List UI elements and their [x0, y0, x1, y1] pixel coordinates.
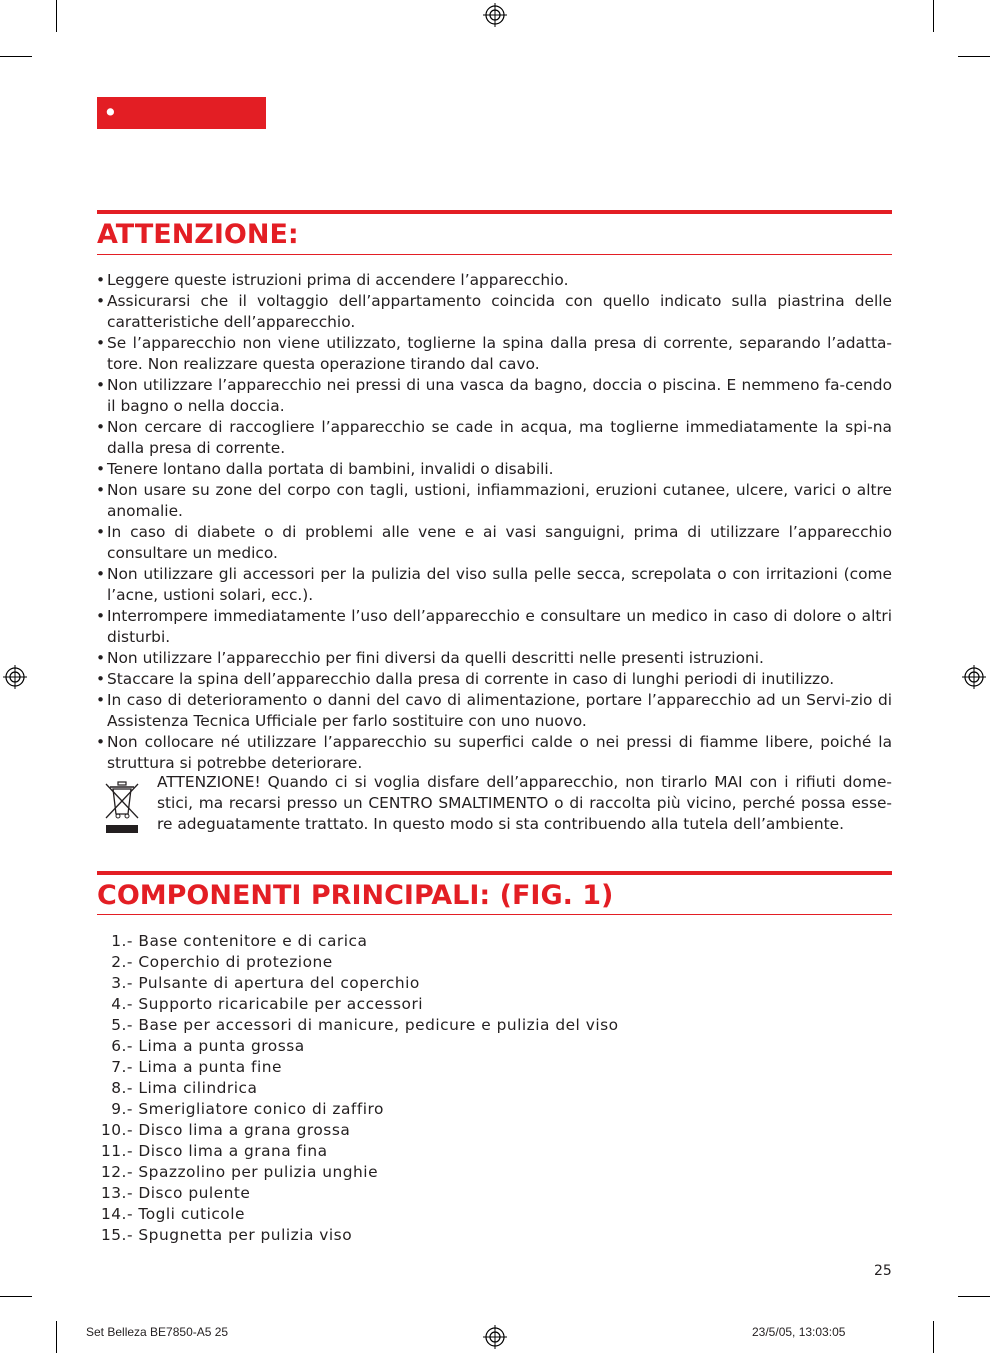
component-label: Togli cuticole — [138, 1205, 245, 1223]
warning-item: • Interrompere immediatamente l’uso dell’apparecchio e consultare un medico in caso di dolore o altri disturbi. — [96, 606, 892, 648]
component-item — [97, 952, 619, 973]
component-number: 6.- — [111, 1037, 133, 1055]
component-number: 14.- — [100, 1205, 133, 1223]
component-number: 12.- — [100, 1163, 133, 1181]
crop-mark — [958, 56, 990, 57]
crop-mark — [56, 1321, 57, 1353]
registration-mark-icon — [3, 665, 27, 689]
component-number: 10.- — [100, 1121, 133, 1139]
warning-item: • In caso di deterioramento o danni del cavo di alimentazione, portare l’apparecchio ad un Servi-zio di Assistenza Tecnica Ufficiale per farlo sostituire con uno nuovo. — [96, 690, 892, 732]
warning-item: • Se l’apparecchio non viene utilizzato, toglierne la spina dalla presa di corrente, separando l’adatta-tore. Non realizzare questa operazione tirando dal cavo. — [96, 333, 892, 375]
component-number: 7.- — [111, 1058, 133, 1076]
language-tag: • ITALIANO — [97, 97, 266, 129]
component-item — [97, 1015, 619, 1036]
component-item — [97, 1057, 619, 1078]
components-list — [97, 931, 619, 1246]
print-slug-date: 23/5/05, 13:03:05 — [752, 1325, 846, 1339]
registration-mark-icon — [483, 3, 507, 27]
component-number: 13.- — [100, 1184, 133, 1202]
component-label: Smerigliatore conico di zaffiro — [138, 1100, 384, 1118]
component-number: 15.- — [100, 1226, 133, 1244]
page-number: 25 — [874, 1263, 892, 1279]
section-rule — [97, 210, 892, 214]
component-label: Base contenitore e di carica — [138, 932, 368, 950]
component-item — [97, 1162, 619, 1183]
component-label: Coperchio di protezione — [138, 953, 333, 971]
warning-item: • Non usare su zone del corpo con tagli, ustioni, infiammazioni, eruzioni cutanee, ulcere, varici o altre anomalie. — [96, 480, 892, 522]
component-number: 8.- — [111, 1079, 133, 1097]
component-label: Base per accessori di manicure, pedicure e pulizia del viso — [138, 1016, 619, 1034]
crop-mark — [0, 56, 32, 57]
warning-item: • In caso di diabete o di problemi alle vene e ai vasi sanguigni, prima di utilizzare l’apparecchio consultare un medico. — [96, 522, 892, 564]
warning-list — [96, 270, 892, 774]
component-number: 9.- — [111, 1100, 133, 1118]
component-label: Lima a punta fine — [138, 1058, 282, 1076]
components-section-title: COMPONENTI PRINCIPALI: (FIG. 1) — [97, 880, 614, 911]
component-number: 5.- — [111, 1016, 133, 1034]
component-number: 4.- — [111, 995, 133, 1013]
component-item — [97, 1078, 619, 1099]
crop-mark — [933, 0, 934, 32]
component-item — [97, 1225, 619, 1246]
warning-item: • Non utilizzare l’apparecchio nei pressi di una vasca da bagno, doccia o piscina. E nemmeno fa-cendo il bagno o nella doccia. — [96, 375, 892, 417]
section-rule — [97, 871, 892, 875]
component-label: Pulsante di apertura del coperchio — [138, 974, 420, 992]
component-label: Spugnetta per pulizia viso — [138, 1226, 353, 1244]
component-number: 2.- — [111, 953, 133, 971]
warning-item: • Tenere lontano dalla portata di bambini, invalidi o disabili. — [96, 459, 892, 480]
component-label: Lima cilindrica — [138, 1079, 258, 1097]
component-number: 3.- — [111, 974, 133, 992]
component-item — [97, 1141, 619, 1162]
warning-item: • Assicurarsi che il voltaggio dell’appartamento coincida con quello indicato sulla piastrina delle caratteristiche dell’apparecchio. — [96, 291, 892, 333]
component-item — [97, 1120, 619, 1141]
crop-mark — [933, 1321, 934, 1353]
component-label: Disco pulente — [138, 1184, 251, 1202]
registration-mark-icon — [962, 665, 986, 689]
component-item — [97, 931, 619, 952]
section-rule — [97, 254, 892, 255]
warning-item: • Leggere queste istruzioni prima di accendere l’apparecchio. — [96, 270, 892, 291]
component-item — [97, 994, 619, 1015]
warning-item: • Non cercare di raccogliere l’apparecchio se cade in acqua, ma toglierne immediatamente la spi-na dalla presa di corrente. — [96, 417, 892, 459]
crop-mark — [0, 1296, 32, 1297]
component-label: Disco lima a grana fina — [138, 1142, 328, 1160]
disposal-note: ATTENZIONE! Quando ci si voglia disfare dell’apparecchio, non tirarlo MAI con i rifiuti dome-stici, ma recarsi presso un CENTRO SMALTIMENTO o di raccolta più vicino, perché possa esse-re adeguatamente trattato. In questo modo si sta contribuendo alla tutela dell’ambiente. — [157, 773, 892, 833]
component-item — [97, 973, 619, 994]
component-item — [97, 1099, 619, 1120]
warning-item: • Non utilizzare l’apparecchio per fini diversi da quelli descritti nelle presenti istruzioni. — [96, 648, 892, 669]
weee-crossed-bin-icon — [103, 780, 141, 836]
crop-mark — [958, 1296, 990, 1297]
component-item — [97, 1183, 619, 1204]
component-item — [97, 1204, 619, 1225]
component-number: 1.- — [111, 932, 133, 950]
component-number: 11.- — [100, 1142, 133, 1160]
warning-item: • Non collocare né utilizzare l’apparecchio su superfici calde o nei pressi di fiamme libere, poiché la struttura si potrebbe deteriorare. — [96, 732, 892, 774]
warning-item: • Staccare la spina dell’apparecchio dalla presa di corrente in caso di lunghi periodi di inutilizzo. — [96, 669, 892, 690]
component-label: Spazzolino per pulizia unghie — [138, 1163, 379, 1181]
component-item — [97, 1036, 619, 1057]
warning-section-title: ATTENZIONE: — [97, 219, 299, 250]
component-label: Supporto ricaricabile per accessori — [138, 995, 424, 1013]
component-label: Lima a punta grossa — [138, 1037, 305, 1055]
print-slug-file: Set Belleza BE7850-A5 25 — [86, 1325, 229, 1339]
crop-mark — [56, 0, 57, 32]
warning-item: • Non utilizzare gli accessori per la pulizia del viso sulla pelle secca, screpolata o con irritazioni (come l’acne, ustioni solari, ecc.). — [96, 564, 892, 606]
component-label: Disco lima a grana grossa — [138, 1121, 351, 1139]
section-rule — [97, 914, 892, 915]
registration-mark-icon — [483, 1325, 507, 1349]
